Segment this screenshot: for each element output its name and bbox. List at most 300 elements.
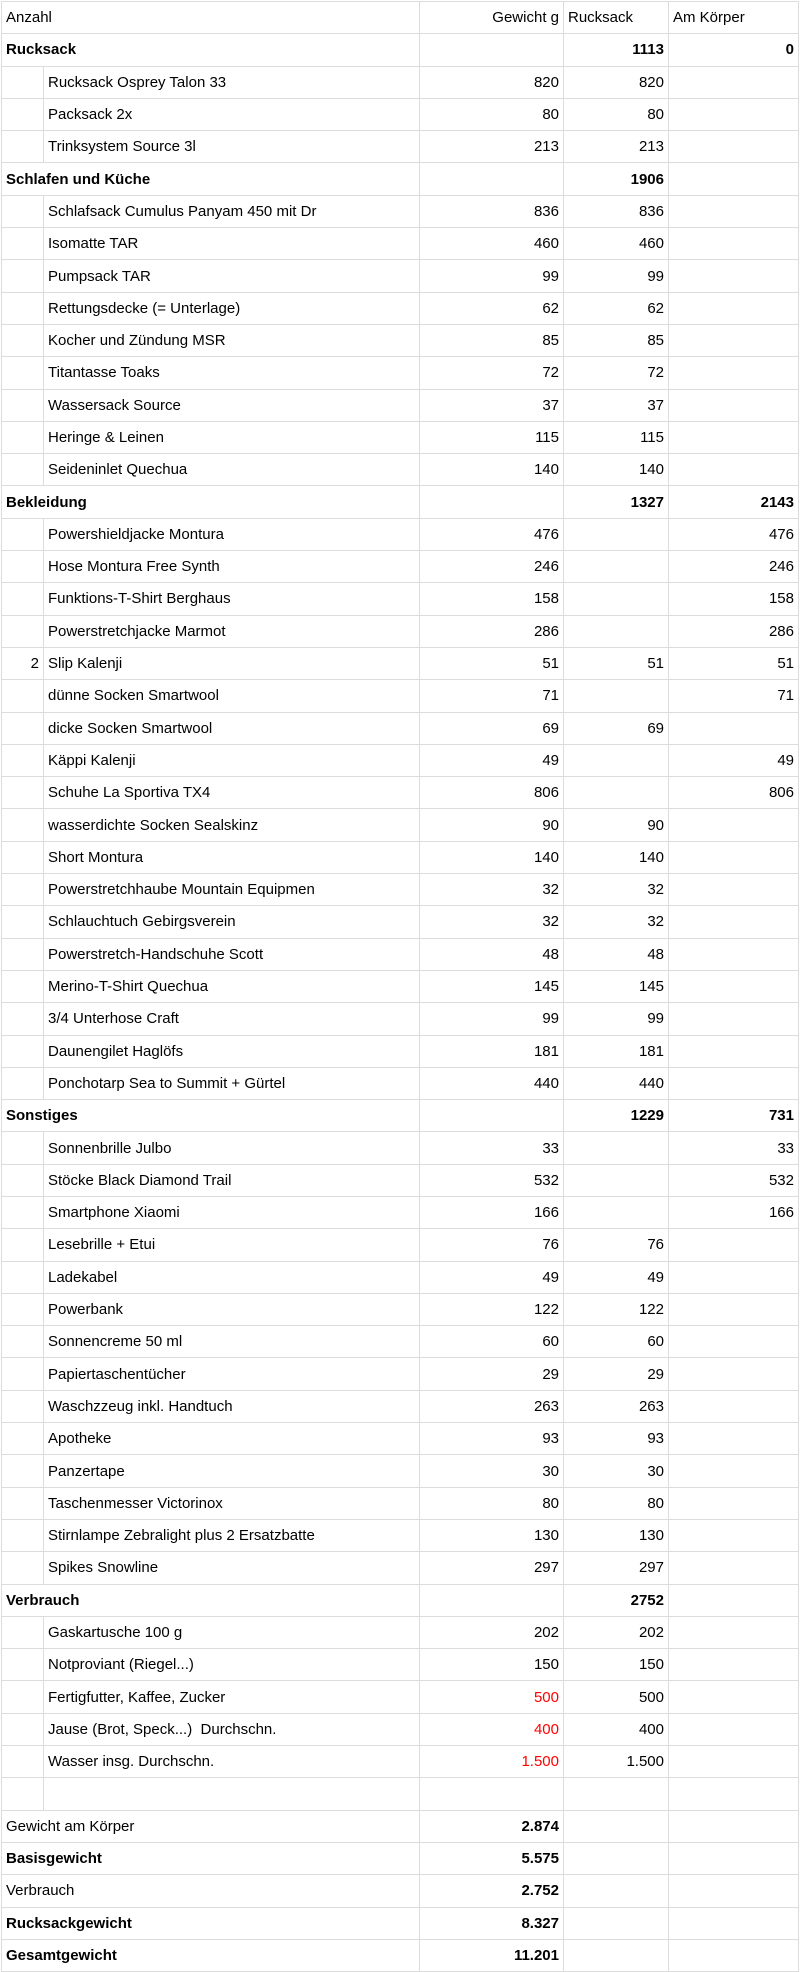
cell-anzahl[interactable] <box>2 1067 44 1099</box>
section-label[interactable]: Verbrauch <box>2 1584 420 1616</box>
cell-rucksack[interactable]: 99 <box>564 260 669 292</box>
cell-am-koerper[interactable] <box>669 1003 799 1035</box>
cell-name[interactable]: Waschzzeug inkl. Handtuch <box>44 1390 420 1422</box>
cell-anzahl[interactable]: 2 <box>2 647 44 679</box>
cell-name[interactable]: 3/4 Unterhose Craft <box>44 1003 420 1035</box>
cell-anzahl[interactable] <box>2 292 44 324</box>
cell-rucksack[interactable]: 1.500 <box>564 1746 669 1778</box>
cell-name[interactable]: Isomatte TAR <box>44 228 420 260</box>
cell-name[interactable]: Daunengilet Haglöfs <box>44 1035 420 1067</box>
cell-anzahl[interactable] <box>2 1229 44 1261</box>
cell-am-koerper[interactable] <box>669 195 799 227</box>
cell-name[interactable]: Pumpsack TAR <box>44 260 420 292</box>
cell-rucksack[interactable]: 297 <box>564 1552 669 1584</box>
cell-rucksack[interactable]: 72 <box>564 357 669 389</box>
cell-rucksack[interactable]: 836 <box>564 195 669 227</box>
cell-am-koerper[interactable] <box>669 421 799 453</box>
cell-gewicht[interactable]: 122 <box>420 1293 564 1325</box>
cell-name[interactable]: Smartphone Xiaomi <box>44 1196 420 1228</box>
item-row <box>2 66 799 98</box>
cell-name[interactable]: Papiertaschentücher <box>44 1358 420 1390</box>
cell-name[interactable]: Sonnenbrille Julbo <box>44 1132 420 1164</box>
cell-gewicht[interactable]: 32 <box>420 874 564 906</box>
cell-name[interactable]: Wasser insg. Durchschn. <box>44 1746 420 1778</box>
cell-gewicht[interactable]: 130 <box>420 1519 564 1551</box>
cell-name[interactable]: wasserdichte Socken Sealskinz <box>44 809 420 841</box>
cell-gewicht[interactable]: 51 <box>420 647 564 679</box>
cell-anzahl[interactable] <box>2 841 44 873</box>
cell-gewicht[interactable]: 30 <box>420 1455 564 1487</box>
cell-rucksack[interactable] <box>564 1939 669 1971</box>
cell-am-koerper[interactable]: 158 <box>669 583 799 615</box>
cell-rucksack[interactable] <box>564 1842 669 1874</box>
cell-gewicht[interactable]: 32 <box>420 906 564 938</box>
cell-am-koerper[interactable] <box>669 809 799 841</box>
cell-am-koerper[interactable] <box>669 1842 799 1874</box>
cell-am-koerper[interactable] <box>669 292 799 324</box>
cell-am-koerper[interactable] <box>669 906 799 938</box>
cell-am-koerper[interactable] <box>669 357 799 389</box>
cell-anzahl[interactable] <box>2 1681 44 1713</box>
cell-am-koerper[interactable] <box>669 1487 799 1519</box>
cell-anzahl[interactable] <box>2 1616 44 1648</box>
cell-am-koerper[interactable]: 49 <box>669 744 799 776</box>
cell-name[interactable]: Fertigfutter, Kaffee, Zucker <box>44 1681 420 1713</box>
header-anzahl[interactable]: Anzahl <box>2 2 420 34</box>
cell-anzahl[interactable] <box>2 1196 44 1228</box>
cell-gewicht[interactable]: 62 <box>420 292 564 324</box>
cell-gewicht[interactable]: 297 <box>420 1552 564 1584</box>
cell-rucksack[interactable] <box>564 1132 669 1164</box>
cell-am-koerper[interactable] <box>669 454 799 486</box>
cell-anzahl[interactable] <box>2 1455 44 1487</box>
cell-name[interactable]: Titantasse Toaks <box>44 357 420 389</box>
cell-name[interactable]: Rettungsdecke (= Unterlage) <box>44 292 420 324</box>
cell-am-koerper[interactable] <box>669 1261 799 1293</box>
cell-gewicht[interactable] <box>420 34 564 66</box>
cell-name[interactable]: Apotheke <box>44 1423 420 1455</box>
cell-rucksack[interactable]: 93 <box>564 1423 669 1455</box>
cell-name[interactable]: Hose Montura Free Synth <box>44 551 420 583</box>
cell-name[interactable]: Short Montura <box>44 841 420 873</box>
cell-gewicht[interactable]: 181 <box>420 1035 564 1067</box>
cell-am-koerper[interactable]: 731 <box>669 1100 799 1132</box>
cell-name[interactable]: Jause (Brot, Speck...) Durchschn. <box>44 1713 420 1745</box>
cell-am-koerper[interactable] <box>669 131 799 163</box>
cell-am-koerper[interactable] <box>669 938 799 970</box>
cell-gewicht[interactable]: 166 <box>420 1196 564 1228</box>
cell-anzahl[interactable] <box>2 421 44 453</box>
cell-rucksack[interactable] <box>564 551 669 583</box>
cell-anzahl[interactable] <box>2 454 44 486</box>
cell-anzahl[interactable] <box>2 583 44 615</box>
cell-anzahl[interactable] <box>2 1326 44 1358</box>
cell-name[interactable]: Ladekabel <box>44 1261 420 1293</box>
cell-gewicht[interactable]: 71 <box>420 680 564 712</box>
cell-anzahl[interactable] <box>2 1035 44 1067</box>
cell-gewicht[interactable]: 93 <box>420 1423 564 1455</box>
cell-name[interactable]: Stirnlampe Zebralight plus 2 Ersatzbatte <box>44 1519 420 1551</box>
cell-gewicht[interactable]: 2.874 <box>420 1810 564 1842</box>
cell-am-koerper[interactable] <box>669 1326 799 1358</box>
cell-am-koerper[interactable] <box>669 1035 799 1067</box>
cell-gewicht[interactable]: 213 <box>420 131 564 163</box>
cell-rucksack[interactable] <box>564 518 669 550</box>
cell-am-koerper[interactable] <box>669 1552 799 1584</box>
cell-name[interactable]: Schlafsack Cumulus Panyam 450 mit Dr <box>44 195 420 227</box>
cell-gewicht[interactable]: 99 <box>420 260 564 292</box>
cell-gewicht[interactable]: 11.201 <box>420 1939 564 1971</box>
cell-gewicht[interactable]: 1.500 <box>420 1746 564 1778</box>
cell-anzahl[interactable] <box>2 98 44 130</box>
cell-anzahl[interactable] <box>2 1519 44 1551</box>
summary-label[interactable]: Gewicht am Körper <box>2 1810 420 1842</box>
cell-gewicht[interactable]: 48 <box>420 938 564 970</box>
item-row <box>2 1746 799 1778</box>
cell-gewicht[interactable]: 72 <box>420 357 564 389</box>
cell-gewicht[interactable]: 440 <box>420 1067 564 1099</box>
item-row <box>2 1293 799 1325</box>
cell-anzahl[interactable] <box>2 1164 44 1196</box>
cell-rucksack[interactable]: 1327 <box>564 486 669 518</box>
summary-label[interactable]: Rucksackgewicht <box>2 1907 420 1939</box>
cell-am-koerper[interactable]: 476 <box>669 518 799 550</box>
cell-rucksack[interactable] <box>564 1875 669 1907</box>
cell-name[interactable]: Merino-T-Shirt Quechua <box>44 970 420 1002</box>
cell-gewicht[interactable]: 69 <box>420 712 564 744</box>
cell-name[interactable]: Wassersack Source <box>44 389 420 421</box>
cell-rucksack[interactable] <box>564 744 669 776</box>
cell-am-koerper[interactable] <box>669 1390 799 1422</box>
cell-rucksack[interactable]: 140 <box>564 841 669 873</box>
cell-name[interactable]: dünne Socken Smartwool <box>44 680 420 712</box>
cell-rucksack[interactable]: 181 <box>564 1035 669 1067</box>
cell-rucksack[interactable] <box>564 777 669 809</box>
cell-rucksack[interactable]: 440 <box>564 1067 669 1099</box>
cell-am-koerper[interactable] <box>669 1584 799 1616</box>
cell-rucksack[interactable]: 99 <box>564 1003 669 1035</box>
cell-rucksack[interactable]: 1113 <box>564 34 669 66</box>
cell-anzahl[interactable] <box>2 970 44 1002</box>
cell-gewicht[interactable]: 5.575 <box>420 1842 564 1874</box>
cell-anzahl[interactable] <box>2 744 44 776</box>
cell-gewicht[interactable]: 80 <box>420 1487 564 1519</box>
cell-rucksack[interactable]: 30 <box>564 1455 669 1487</box>
cell-rucksack[interactable]: 51 <box>564 647 669 679</box>
cell-am-koerper[interactable] <box>669 712 799 744</box>
cell-gewicht[interactable] <box>420 1584 564 1616</box>
cell-name[interactable] <box>44 1778 420 1810</box>
cell-rucksack[interactable]: 150 <box>564 1649 669 1681</box>
cell-gewicht[interactable]: 806 <box>420 777 564 809</box>
cell-gewicht[interactable]: 90 <box>420 809 564 841</box>
cell-anzahl[interactable] <box>2 1293 44 1325</box>
cell-name[interactable]: Panzertape <box>44 1455 420 1487</box>
cell-name[interactable]: dicke Socken Smartwool <box>44 712 420 744</box>
cell-anzahl[interactable] <box>2 1132 44 1164</box>
cell-name[interactable]: Stöcke Black Diamond Trail <box>44 1164 420 1196</box>
cell-name[interactable]: Powerstretchhaube Mountain Equipmen <box>44 874 420 906</box>
cell-am-koerper[interactable]: 51 <box>669 647 799 679</box>
cell-rucksack[interactable]: 69 <box>564 712 669 744</box>
cell-gewicht[interactable] <box>420 1100 564 1132</box>
cell-anzahl[interactable] <box>2 1390 44 1422</box>
cell-rucksack[interactable]: 500 <box>564 1681 669 1713</box>
cell-am-koerper[interactable] <box>669 874 799 906</box>
cell-rucksack[interactable]: 80 <box>564 1487 669 1519</box>
cell-am-koerper[interactable] <box>669 841 799 873</box>
cell-name[interactable]: Spikes Snowline <box>44 1552 420 1584</box>
cell-gewicht[interactable]: 140 <box>420 841 564 873</box>
cell-am-koerper[interactable]: 0 <box>669 34 799 66</box>
cell-rucksack[interactable]: 48 <box>564 938 669 970</box>
cell-gewicht[interactable] <box>420 1778 564 1810</box>
cell-name[interactable]: Kocher und Zündung MSR <box>44 324 420 356</box>
cell-rucksack[interactable]: 115 <box>564 421 669 453</box>
cell-name[interactable]: Powerbank <box>44 1293 420 1325</box>
cell-gewicht[interactable] <box>420 486 564 518</box>
cell-gewicht[interactable]: 99 <box>420 1003 564 1035</box>
summary-label[interactable]: Basisgewicht <box>2 1842 420 1874</box>
cell-gewicht[interactable]: 145 <box>420 970 564 1002</box>
cell-anzahl[interactable] <box>2 938 44 970</box>
cell-anzahl[interactable] <box>2 712 44 744</box>
cell-am-koerper[interactable] <box>669 1616 799 1648</box>
cell-rucksack[interactable] <box>564 1196 669 1228</box>
cell-anzahl[interactable] <box>2 66 44 98</box>
cell-rucksack[interactable]: 85 <box>564 324 669 356</box>
cell-name[interactable]: Funktions-T-Shirt Berghaus <box>44 583 420 615</box>
cell-rucksack[interactable]: 202 <box>564 1616 669 1648</box>
cell-am-koerper[interactable] <box>669 1358 799 1390</box>
cell-gewicht[interactable]: 500 <box>420 1681 564 1713</box>
cell-name[interactable]: Powerstretchjacke Marmot <box>44 615 420 647</box>
cell-name[interactable]: Heringe & Leinen <box>44 421 420 453</box>
cell-rucksack[interactable]: 90 <box>564 809 669 841</box>
cell-anzahl[interactable] <box>2 357 44 389</box>
cell-gewicht[interactable]: 80 <box>420 98 564 130</box>
cell-name[interactable]: Rucksack Osprey Talon 33 <box>44 66 420 98</box>
cell-rucksack[interactable]: 130 <box>564 1519 669 1551</box>
cell-rucksack[interactable]: 145 <box>564 970 669 1002</box>
cell-rucksack[interactable] <box>564 1907 669 1939</box>
cell-am-koerper[interactable] <box>669 1455 799 1487</box>
cell-am-koerper[interactable] <box>669 66 799 98</box>
cell-anzahl[interactable] <box>2 1358 44 1390</box>
cell-gewicht[interactable]: 37 <box>420 389 564 421</box>
cell-am-koerper[interactable] <box>669 1810 799 1842</box>
summary-label[interactable]: Gesamtgewicht <box>2 1939 420 1971</box>
cell-am-koerper[interactable] <box>669 1746 799 1778</box>
cell-anzahl[interactable] <box>2 1261 44 1293</box>
cell-anzahl[interactable] <box>2 777 44 809</box>
cell-gewicht[interactable] <box>420 163 564 195</box>
cell-gewicht[interactable]: 460 <box>420 228 564 260</box>
cell-name[interactable]: Sonnencreme 50 ml <box>44 1326 420 1358</box>
cell-anzahl[interactable] <box>2 195 44 227</box>
cell-gewicht[interactable]: 85 <box>420 324 564 356</box>
cell-name[interactable]: Slip Kalenji <box>44 647 420 679</box>
cell-gewicht[interactable]: 60 <box>420 1326 564 1358</box>
cell-am-koerper[interactable] <box>669 389 799 421</box>
cell-am-koerper[interactable] <box>669 1229 799 1261</box>
cell-rucksack[interactable] <box>564 583 669 615</box>
cell-rucksack[interactable] <box>564 1810 669 1842</box>
cell-gewicht[interactable]: 836 <box>420 195 564 227</box>
cell-anzahl[interactable] <box>2 518 44 550</box>
cell-gewicht[interactable]: 2.752 <box>420 1875 564 1907</box>
cell-gewicht[interactable]: 532 <box>420 1164 564 1196</box>
item-row <box>2 260 799 292</box>
cell-am-koerper[interactable] <box>669 1875 799 1907</box>
cell-anzahl[interactable] <box>2 1649 44 1681</box>
cell-am-koerper[interactable] <box>669 1293 799 1325</box>
cell-am-koerper[interactable] <box>669 98 799 130</box>
cell-rucksack[interactable]: 122 <box>564 1293 669 1325</box>
cell-gewicht[interactable]: 115 <box>420 421 564 453</box>
cell-name[interactable]: Notproviant (Riegel...) <box>44 1649 420 1681</box>
cell-gewicht[interactable]: 76 <box>420 1229 564 1261</box>
cell-anzahl[interactable] <box>2 874 44 906</box>
cell-rucksack[interactable]: 820 <box>564 66 669 98</box>
cell-name[interactable]: Schlauchtuch Gebirgsverein <box>44 906 420 938</box>
cell-am-koerper[interactable]: 532 <box>669 1164 799 1196</box>
cell-anzahl[interactable] <box>2 324 44 356</box>
cell-am-koerper[interactable]: 33 <box>669 1132 799 1164</box>
cell-am-koerper[interactable] <box>669 260 799 292</box>
cell-gewicht[interactable]: 202 <box>420 1616 564 1648</box>
cell-rucksack[interactable]: 140 <box>564 454 669 486</box>
cell-gewicht[interactable]: 400 <box>420 1713 564 1745</box>
cell-anzahl[interactable] <box>2 228 44 260</box>
cell-name[interactable]: Käppi Kalenji <box>44 744 420 776</box>
cell-am-koerper[interactable] <box>669 163 799 195</box>
cell-rucksack[interactable]: 29 <box>564 1358 669 1390</box>
cell-rucksack[interactable]: 32 <box>564 906 669 938</box>
cell-anzahl[interactable] <box>2 809 44 841</box>
cell-anzahl[interactable] <box>2 680 44 712</box>
cell-am-koerper[interactable] <box>669 1649 799 1681</box>
cell-anzahl[interactable] <box>2 1003 44 1035</box>
cell-rucksack[interactable]: 37 <box>564 389 669 421</box>
cell-anzahl[interactable] <box>2 131 44 163</box>
cell-name[interactable]: Packsack 2x <box>44 98 420 130</box>
cell-gewicht[interactable]: 8.327 <box>420 1907 564 1939</box>
cell-rucksack[interactable]: 2752 <box>564 1584 669 1616</box>
section-label[interactable]: Schlafen und Küche <box>2 163 420 195</box>
cell-name[interactable]: Trinksystem Source 3l <box>44 131 420 163</box>
cell-am-koerper[interactable] <box>669 324 799 356</box>
cell-am-koerper[interactable]: 286 <box>669 615 799 647</box>
cell-rucksack[interactable]: 460 <box>564 228 669 260</box>
cell-am-koerper[interactable] <box>669 1067 799 1099</box>
cell-rucksack[interactable]: 80 <box>564 98 669 130</box>
cell-am-koerper[interactable]: 806 <box>669 777 799 809</box>
cell-name[interactable]: Lesebrille + Etui <box>44 1229 420 1261</box>
item-row <box>2 970 799 1002</box>
cell-gewicht[interactable]: 140 <box>420 454 564 486</box>
cell-name[interactable]: Powerstretch-Handschuhe Scott <box>44 938 420 970</box>
cell-anzahl[interactable] <box>2 1746 44 1778</box>
cell-gewicht[interactable]: 476 <box>420 518 564 550</box>
cell-anzahl[interactable] <box>2 1713 44 1745</box>
cell-rucksack[interactable]: 49 <box>564 1261 669 1293</box>
cell-am-koerper[interactable]: 71 <box>669 680 799 712</box>
cell-name[interactable]: Schuhe La Sportiva TX4 <box>44 777 420 809</box>
cell-am-koerper[interactable] <box>669 970 799 1002</box>
cell-rucksack[interactable]: 32 <box>564 874 669 906</box>
cell-am-koerper[interactable] <box>669 1713 799 1745</box>
item-row <box>2 1196 799 1228</box>
cell-rucksack[interactable] <box>564 1778 669 1810</box>
summary-label[interactable]: Verbrauch <box>2 1875 420 1907</box>
cell-anzahl[interactable] <box>2 551 44 583</box>
cell-rucksack[interactable] <box>564 680 669 712</box>
cell-rucksack[interactable]: 1906 <box>564 163 669 195</box>
cell-rucksack[interactable]: 263 <box>564 1390 669 1422</box>
cell-gewicht[interactable]: 286 <box>420 615 564 647</box>
cell-am-koerper[interactable]: 2143 <box>669 486 799 518</box>
cell-anzahl[interactable] <box>2 1778 44 1810</box>
cell-anzahl[interactable] <box>2 615 44 647</box>
cell-am-koerper[interactable]: 246 <box>669 551 799 583</box>
cell-name[interactable]: Ponchotarp Sea to Summit + Gürtel <box>44 1067 420 1099</box>
cell-am-koerper[interactable] <box>669 1939 799 1971</box>
cell-gewicht[interactable]: 49 <box>420 744 564 776</box>
cell-rucksack[interactable]: 213 <box>564 131 669 163</box>
section-label[interactable]: Sonstiges <box>2 1100 420 1132</box>
cell-am-koerper[interactable] <box>669 1423 799 1455</box>
cell-anzahl[interactable] <box>2 260 44 292</box>
cell-anzahl[interactable] <box>2 1552 44 1584</box>
cell-am-koerper[interactable] <box>669 1778 799 1810</box>
header-am-koerper[interactable]: Am Körper <box>669 2 799 34</box>
cell-am-koerper[interactable] <box>669 228 799 260</box>
cell-rucksack[interactable] <box>564 615 669 647</box>
cell-rucksack[interactable] <box>564 1164 669 1196</box>
cell-anzahl[interactable] <box>2 389 44 421</box>
cell-gewicht[interactable]: 33 <box>420 1132 564 1164</box>
cell-am-koerper[interactable] <box>669 1907 799 1939</box>
section-label[interactable]: Bekleidung <box>2 486 420 518</box>
cell-gewicht[interactable]: 158 <box>420 583 564 615</box>
cell-am-koerper[interactable]: 166 <box>669 1196 799 1228</box>
cell-rucksack[interactable]: 400 <box>564 1713 669 1745</box>
cell-name[interactable]: Taschenmesser Victorinox <box>44 1487 420 1519</box>
cell-gewicht[interactable]: 49 <box>420 1261 564 1293</box>
header-rucksack[interactable]: Rucksack <box>564 2 669 34</box>
header-gewicht[interactable]: Gewicht g <box>420 2 564 34</box>
cell-rucksack[interactable]: 1229 <box>564 1100 669 1132</box>
cell-name[interactable]: Gaskartusche 100 g <box>44 1616 420 1648</box>
cell-gewicht[interactable]: 150 <box>420 1649 564 1681</box>
section-label[interactable]: Rucksack <box>2 34 420 66</box>
cell-rucksack[interactable]: 62 <box>564 292 669 324</box>
cell-gewicht[interactable]: 246 <box>420 551 564 583</box>
cell-am-koerper[interactable] <box>669 1681 799 1713</box>
cell-rucksack[interactable]: 76 <box>564 1229 669 1261</box>
cell-gewicht[interactable]: 820 <box>420 66 564 98</box>
cell-gewicht[interactable]: 263 <box>420 1390 564 1422</box>
cell-am-koerper[interactable] <box>669 1519 799 1551</box>
cell-name[interactable]: Seideninlet Quechua <box>44 454 420 486</box>
cell-anzahl[interactable] <box>2 1423 44 1455</box>
cell-anzahl[interactable] <box>2 1487 44 1519</box>
cell-name[interactable]: Powershieldjacke Montura <box>44 518 420 550</box>
cell-rucksack[interactable]: 60 <box>564 1326 669 1358</box>
cell-gewicht[interactable]: 29 <box>420 1358 564 1390</box>
cell-anzahl[interactable] <box>2 906 44 938</box>
